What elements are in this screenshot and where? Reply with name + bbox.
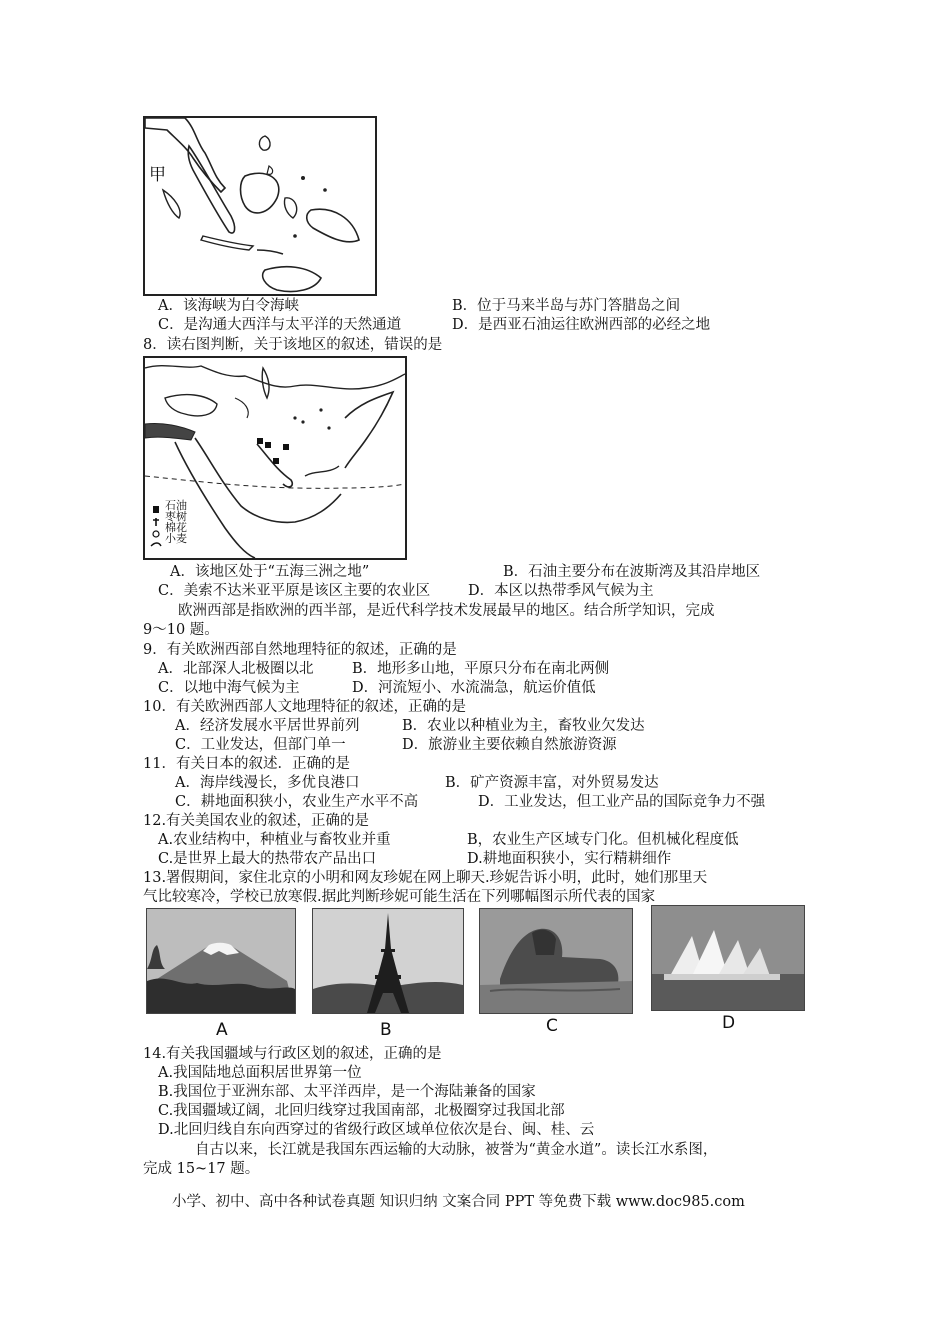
intro-9-line1: 欧洲西部是指欧洲的西半部，是近代科学技术发展最早的地区。结合所学知识，完成	[178, 603, 715, 619]
q12-option-a: A.农业结构中，种植业与畜牧业并重	[158, 832, 391, 848]
q9-option-a: A．北部深人北极圈以北	[158, 661, 314, 677]
q12-stem: 12.有关美国农业的叙述，正确的是	[143, 813, 370, 829]
q11-stem: 11．有关日本的叙述．正确的是	[143, 756, 350, 772]
q13-line1: 13.署假期间，家住北京的小明和网友珍妮在网上聊天.珍妮告诉小明，此时，她们那里天	[143, 870, 708, 886]
q10-option-d: D．旅游业主要依赖自然旅游资源	[402, 737, 617, 753]
q13-line2: 气比较寒冷，学校已放寒假.据此判断珍妮可能生活在下列哪幅图示所代表的国家	[143, 889, 656, 905]
legend-wheat: 小麦	[165, 532, 187, 545]
footer-text: 小学、初中、高中各种试卷真题 知识归纳 文案合同 PPT 等免费下载 www.doc985.com	[172, 1194, 745, 1210]
q10-stem: 10．有关欧洲西部人文地理特征的叙述，正确的是	[143, 699, 466, 715]
q12-option-c: C.是世界上最大的热带农产品出口	[158, 851, 377, 867]
q11-option-a: A．海岸线漫长，多优良港口	[175, 775, 360, 791]
q11-option-c: C．耕地面积狭小，农业生产水平不高	[175, 794, 419, 810]
photo-caption-a: A	[216, 1020, 228, 1040]
photo-caption-d: D	[722, 1013, 736, 1033]
q11-option-d: D．工业发达，但工业产品的国际竞争力不强	[478, 794, 766, 810]
intro-9-line2: 9～10 题。	[143, 622, 219, 638]
q8-option-d: D．本区以热带季风气候为主	[468, 583, 654, 599]
q14-option-a: A.我国陆地总面积居世界第一位	[158, 1065, 362, 1081]
legend-oil: 石油	[165, 499, 187, 512]
photo-caption-b: B	[380, 1020, 392, 1040]
q12-option-b: B，农业生产区域专门化。但机械化程度低	[467, 832, 739, 848]
q7-option-d: D．是西亚石油运往欧洲西部的必经之地	[452, 317, 711, 333]
photo-caption-c: C	[546, 1016, 558, 1036]
strait-map	[143, 116, 377, 296]
q10-option-c: C．工业发达，但部门单一	[175, 737, 346, 753]
intro-15-line2: 完成 15~17 题。	[143, 1161, 260, 1177]
q14-stem: 14.有关我国疆域与行政区划的叙述，正确的是	[143, 1046, 442, 1062]
q8-option-b: B．石油主要分布在波斯湾及其沿岸地区	[503, 564, 761, 580]
q14-option-d: D.北回归线自东向西穿过的省级行政区域单位依次是台、闽、桂、云	[158, 1122, 595, 1138]
q9-option-c: C．以地中海气候为主	[158, 680, 300, 696]
q9-option-d: D．河流短小、水流湍急，航运价值低	[352, 680, 596, 696]
middle-east-map	[143, 356, 407, 560]
q7-option-b: B．位于马来半岛与苏门答腊岛之间	[452, 298, 681, 314]
photo-sphinx	[479, 908, 633, 1014]
q14-option-c: C.我国疆域辽阔，北回归线穿过我国南部，北极圈穿过我国北部	[158, 1103, 565, 1119]
middle-east-legend	[165, 500, 199, 544]
q11-option-b: B．矿产资源丰富，对外贸易发达	[445, 775, 659, 791]
q8-option-c: C．美索不达米亚平原是该区主要的农业区	[158, 583, 431, 599]
strait-map-drawing	[145, 118, 375, 294]
q8-option-a: A．该地区处于“五海三洲之地”	[170, 564, 370, 580]
q7-option-c: C．是沟通大西洋与太平洋的天然通道	[158, 317, 402, 333]
q10-option-b: B．农业以种植业为主，畜牧业欠发达	[402, 718, 645, 734]
q9-option-b: B．地形多山地，平原只分布在南北两侧	[352, 661, 610, 677]
legend-cotton: 棉花	[165, 521, 187, 534]
photo-sydney-opera-house	[651, 905, 805, 1011]
q8-stem: 8．读右图判断，关于该地区的叙述，错误的是	[143, 337, 443, 353]
strait-map-label: 甲	[149, 165, 166, 185]
q7-option-a: A．该海峡为白令海峡	[158, 298, 299, 314]
photo-eiffel-tower	[312, 908, 464, 1014]
legend-date-palm: 枣树	[165, 510, 187, 523]
intro-15-line1: 自古以来，长江就是我国东西运输的大动脉，被誉为“黄金水道”。读长江水系图，	[195, 1142, 718, 1158]
q14-option-b: B.我国位于亚洲东部、太平洋西岸，是一个海陆兼备的国家	[158, 1084, 536, 1100]
q10-option-a: A．经济发展水平居世界前列	[175, 718, 360, 734]
photo-mount-fuji	[146, 908, 296, 1014]
q12-option-d: D.耕地面积狭小，实行精耕细作	[467, 851, 672, 867]
q9-stem: 9．有关欧洲西部自然地理特征的叙述，正确的是	[143, 642, 457, 658]
